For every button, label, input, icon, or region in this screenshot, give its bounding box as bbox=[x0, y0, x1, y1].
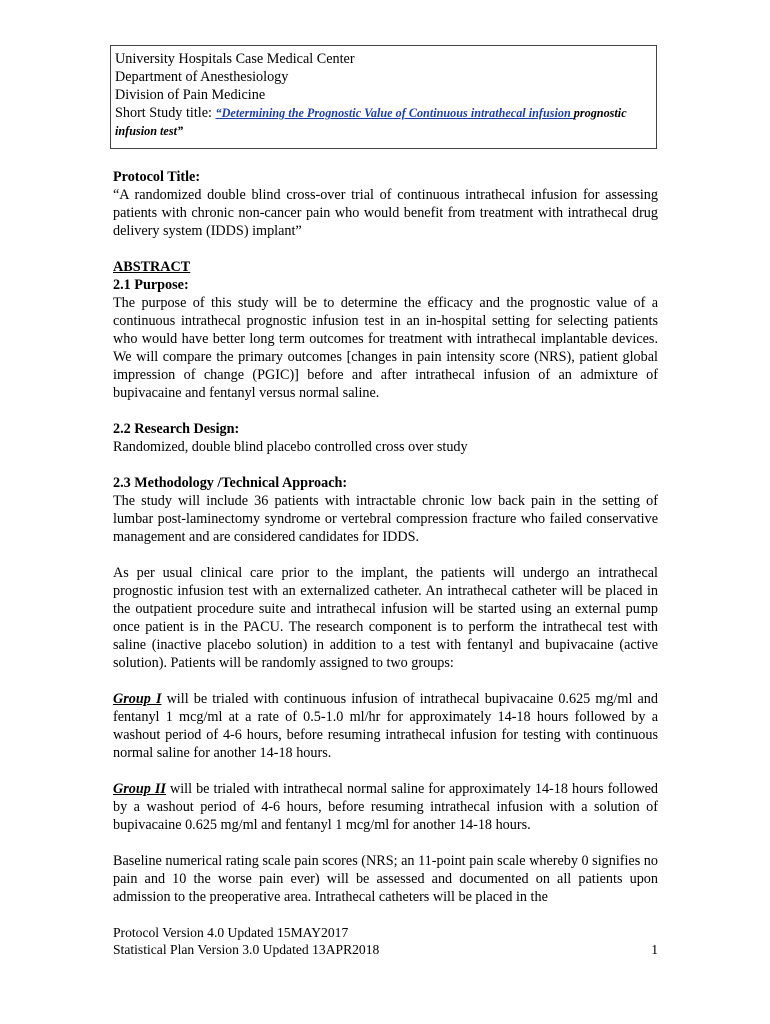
usual-care-text: As per usual clinical care prior to the implant, the patients will undergo an intrathecal prognostic infusion test with an externalized catheter. An intrathecal catheter will be placed in the outpatient procedure suite and intrathecal infusion will be started using an external pump once patient is in the PACU. The research component is to perform the intrathecal test with saline (inactive placebo solution) in addition to a test with fentanyl and bupivacaine (active solution). Patients will be randomly assigned to two groups: bbox=[113, 565, 658, 671]
group-2-label: Group II bbox=[113, 781, 166, 797]
group-1-text: will be trialed with continuous infusion of intrathecal bupivacaine 0.625 mg/ml and fentanyl 1 mcg/ml at a rate of 0.5-1.0 ml/hr for approximately 14-18 hours followed by a washout period of 4-6 hours, before resuming intrathecal infusion for testing with continuous normal saline for another 14-18 hours. bbox=[113, 691, 658, 761]
group-1-label: Group I bbox=[113, 691, 162, 707]
institution-name: University Hospitals Case Medical Center bbox=[115, 51, 355, 67]
purpose-heading: 2.1 Purpose: bbox=[113, 277, 189, 293]
methodology-heading: 2.3 Methodology /Technical Approach: bbox=[113, 475, 348, 491]
protocol-title-text: “A randomized double blind cross-over trial of continuous intrathecal infusion for assessing patients with chronic non-cancer pain who would benefit from treatment with intrathecal drug delivery system (IDDS) implant” bbox=[113, 187, 658, 239]
research-design-text: Randomized, double blind placebo controlled cross over study bbox=[113, 439, 468, 455]
protocol-title-heading: Protocol Title: bbox=[113, 169, 201, 185]
protocol-version: Protocol Version 4.0 Updated 15MAY2017 bbox=[113, 925, 349, 940]
page-number: 1 bbox=[651, 942, 658, 957]
short-study-title bbox=[115, 104, 650, 140]
page-footer bbox=[113, 924, 658, 958]
group-2-paragraph bbox=[113, 780, 658, 834]
department-name: Department of Anesthesiology bbox=[115, 69, 289, 85]
statistical-plan-version: Statistical Plan Version 3.0 Updated 13APR2018 bbox=[113, 942, 380, 957]
group-2-text: will be trialed with intrathecal normal saline for approximately 14-18 hours followed by a washout period of 4-6 hours, before resuming intrathecal infusion with a solution of bupivacaine 0.625 mg/ml and fentanyl 1 mcg/ml for another 14-18 hours. bbox=[113, 781, 659, 833]
short-study-title-rest: prognostic infusion test” bbox=[115, 106, 627, 138]
short-study-title-link[interactable]: “Determining the Prognostic Value of Continuous intrathecal infusion bbox=[215, 106, 574, 120]
short-study-title-label: Short Study title: bbox=[115, 105, 216, 121]
division-name: Division of Pain Medicine bbox=[115, 87, 266, 103]
baseline-text: Baseline numerical rating scale pain scores (NRS; an 11-point pain scale whereby 0 signifies no pain and 10 the worse pain ever) will be assessed and documented on all patients upon admission to the preoperative area. Intrathecal catheters will be placed in the bbox=[113, 853, 658, 905]
purpose-text: The purpose of this study will be to determine the efficacy and the prognostic value of a continuous intrathecal prognostic infusion test in an in-hospital setting for selecting patients who would have better long term outcomes for treatment with intrathecal implantable devices. We will compare the primary outcomes [changes in pain intensity score (NRS), patient global impression of change (PGIC)] before and after intrathecal infusion of an admixture of bupivacaine and fentanyl versus normal saline. bbox=[113, 295, 658, 401]
study-header-box bbox=[110, 45, 657, 149]
document-body bbox=[113, 168, 658, 906]
group-1-paragraph bbox=[113, 690, 658, 762]
research-design-heading: 2.2 Research Design: bbox=[113, 421, 240, 437]
methodology-text: The study will include 36 patients with intractable chronic low back pain in the setting of lumbar post-laminectomy syndrome or vertebral compression fracture who failed conservative management and are considered candidates for IDDS. bbox=[113, 493, 658, 545]
abstract-heading: ABSTRACT bbox=[113, 259, 191, 275]
